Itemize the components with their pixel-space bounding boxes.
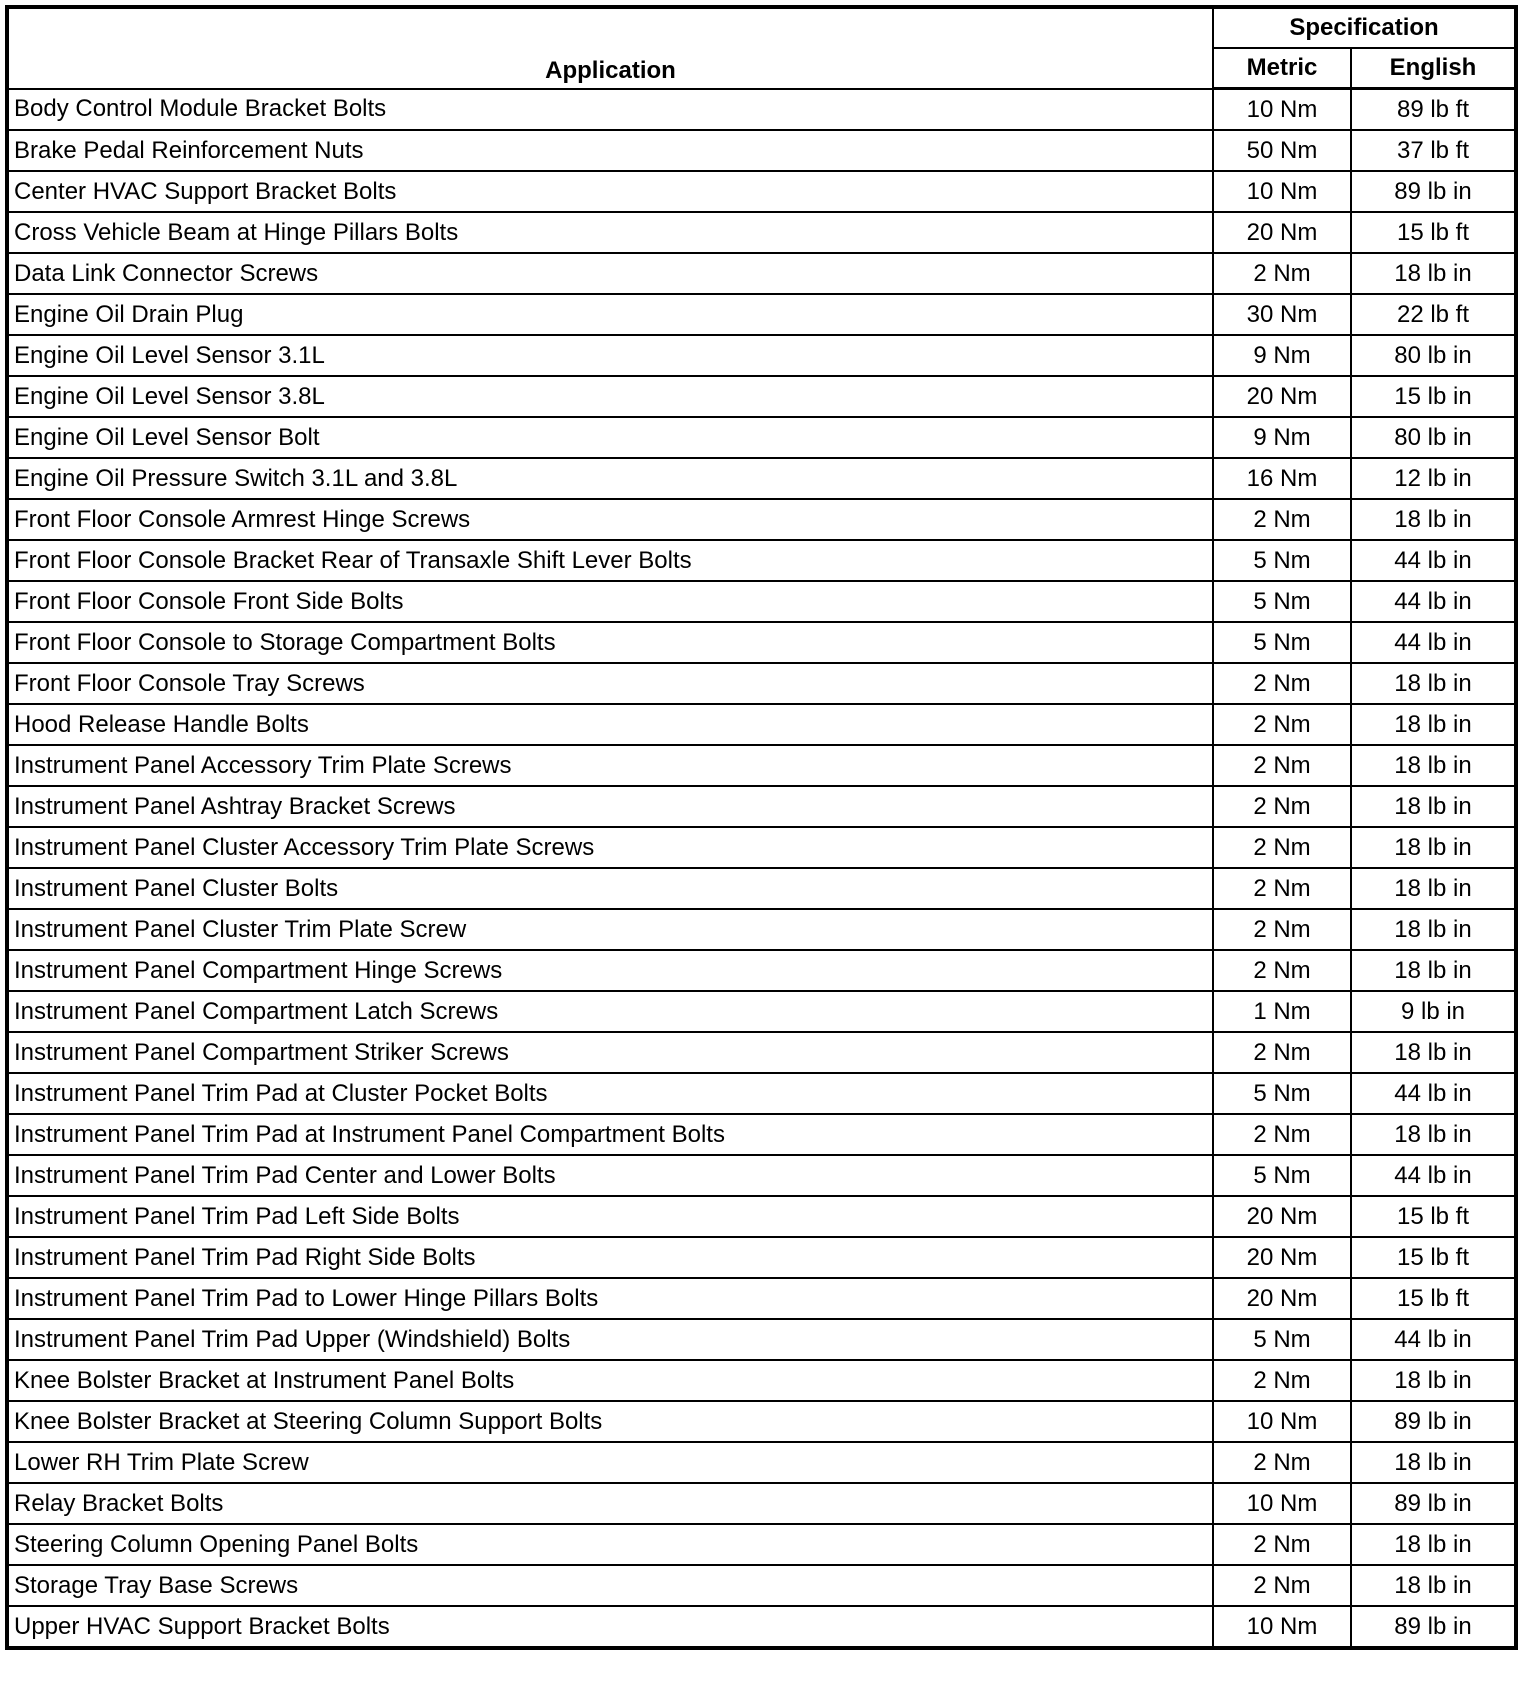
metric-cell: 2 Nm	[1213, 253, 1351, 294]
table-row	[7, 950, 1516, 991]
metric-cell: 2 Nm	[1213, 1524, 1351, 1565]
english-cell: 80 lb in	[1351, 417, 1516, 458]
metric-cell: 2 Nm	[1213, 1032, 1351, 1073]
table-row	[7, 499, 1516, 540]
application-cell: Instrument Panel Cluster Accessory Trim Plate Screws	[7, 827, 1213, 868]
english-cell: 89 lb in	[1351, 171, 1516, 212]
application-cell: Brake Pedal Reinforcement Nuts	[7, 130, 1213, 171]
application-cell: Instrument Panel Compartment Hinge Screws	[7, 950, 1213, 991]
application-cell: Instrument Panel Ashtray Bracket Screws	[7, 786, 1213, 827]
english-cell: 18 lb in	[1351, 745, 1516, 786]
table-row	[7, 540, 1516, 581]
table-row	[7, 1401, 1516, 1442]
table-row	[7, 1442, 1516, 1483]
application-cell: Front Floor Console Bracket Rear of Transaxle Shift Lever Bolts	[7, 540, 1213, 581]
application-cell: Instrument Panel Trim Pad Right Side Bolts	[7, 1237, 1213, 1278]
application-cell: Engine Oil Pressure Switch 3.1L and 3.8L	[7, 458, 1213, 499]
english-cell: 18 lb in	[1351, 1114, 1516, 1155]
english-cell: 18 lb in	[1351, 253, 1516, 294]
table-row	[7, 130, 1516, 171]
table-row	[7, 171, 1516, 212]
metric-cell: 2 Nm	[1213, 663, 1351, 704]
application-cell: Engine Oil Level Sensor 3.8L	[7, 376, 1213, 417]
table-row	[7, 1073, 1516, 1114]
application-cell: Front Floor Console Tray Screws	[7, 663, 1213, 704]
table-row	[7, 786, 1516, 827]
table-row	[7, 704, 1516, 745]
specification-group-header: Specification	[1213, 7, 1516, 48]
metric-cell: 2 Nm	[1213, 745, 1351, 786]
english-cell: 15 lb ft	[1351, 1237, 1516, 1278]
metric-cell: 9 Nm	[1213, 417, 1351, 458]
metric-cell: 5 Nm	[1213, 622, 1351, 663]
metric-cell: 5 Nm	[1213, 1155, 1351, 1196]
application-cell: Lower RH Trim Plate Screw	[7, 1442, 1213, 1483]
metric-cell: 10 Nm	[1213, 1606, 1351, 1648]
english-cell: 44 lb in	[1351, 540, 1516, 581]
application-cell: Relay Bracket Bolts	[7, 1483, 1213, 1524]
english-cell: 15 lb ft	[1351, 1278, 1516, 1319]
metric-cell: 50 Nm	[1213, 130, 1351, 171]
english-cell: 18 lb in	[1351, 909, 1516, 950]
english-cell: 18 lb in	[1351, 868, 1516, 909]
metric-cell: 20 Nm	[1213, 376, 1351, 417]
metric-cell: 20 Nm	[1213, 212, 1351, 253]
table-row	[7, 1237, 1516, 1278]
table-row	[7, 1032, 1516, 1073]
table-row	[7, 417, 1516, 458]
header-row-top	[7, 7, 1516, 48]
english-cell: 18 lb in	[1351, 499, 1516, 540]
application-cell: Instrument Panel Trim Pad to Lower Hinge Pillars Bolts	[7, 1278, 1213, 1319]
application-cell: Instrument Panel Compartment Latch Screws	[7, 991, 1213, 1032]
metric-cell: 2 Nm	[1213, 827, 1351, 868]
application-cell: Instrument Panel Trim Pad Upper (Windshield) Bolts	[7, 1319, 1213, 1360]
english-cell: 44 lb in	[1351, 581, 1516, 622]
metric-cell: 10 Nm	[1213, 171, 1351, 212]
metric-cell: 10 Nm	[1213, 1483, 1351, 1524]
application-cell: Data Link Connector Screws	[7, 253, 1213, 294]
english-cell: 18 lb in	[1351, 1032, 1516, 1073]
metric-cell: 2 Nm	[1213, 868, 1351, 909]
table-row	[7, 335, 1516, 376]
table-row	[7, 622, 1516, 663]
metric-cell: 2 Nm	[1213, 1565, 1351, 1606]
application-cell: Engine Oil Level Sensor Bolt	[7, 417, 1213, 458]
english-cell: 44 lb in	[1351, 1319, 1516, 1360]
application-cell: Front Floor Console Armrest Hinge Screws	[7, 499, 1213, 540]
application-cell: Instrument Panel Trim Pad Center and Lower Bolts	[7, 1155, 1213, 1196]
english-cell: 18 lb in	[1351, 950, 1516, 991]
table-row	[7, 991, 1516, 1032]
application-cell: Knee Bolster Bracket at Steering Column Support Bolts	[7, 1401, 1213, 1442]
metric-cell: 2 Nm	[1213, 1442, 1351, 1483]
english-cell: 89 lb in	[1351, 1606, 1516, 1648]
english-cell: 18 lb in	[1351, 1565, 1516, 1606]
application-cell: Front Floor Console to Storage Compartment Bolts	[7, 622, 1213, 663]
table-row	[7, 909, 1516, 950]
metric-cell: 10 Nm	[1213, 89, 1351, 131]
application-cell: Instrument Panel Accessory Trim Plate Screws	[7, 745, 1213, 786]
table-row	[7, 294, 1516, 335]
table-row	[7, 1483, 1516, 1524]
application-cell: Hood Release Handle Bolts	[7, 704, 1213, 745]
english-cell: 22 lb ft	[1351, 294, 1516, 335]
english-cell: 37 lb ft	[1351, 130, 1516, 171]
table-body	[7, 89, 1516, 1649]
application-cell: Center HVAC Support Bracket Bolts	[7, 171, 1213, 212]
metric-cell: 1 Nm	[1213, 991, 1351, 1032]
table-row	[7, 1319, 1516, 1360]
application-cell: Upper HVAC Support Bracket Bolts	[7, 1606, 1213, 1648]
table-row	[7, 253, 1516, 294]
application-cell: Instrument Panel Trim Pad at Instrument Panel Compartment Bolts	[7, 1114, 1213, 1155]
table-row	[7, 1565, 1516, 1606]
table-row	[7, 89, 1516, 131]
english-cell: 89 lb in	[1351, 1401, 1516, 1442]
table-row	[7, 458, 1516, 499]
english-column-header: English	[1351, 48, 1516, 89]
application-cell: Storage Tray Base Screws	[7, 1565, 1213, 1606]
metric-cell: 2 Nm	[1213, 950, 1351, 991]
application-cell: Engine Oil Level Sensor 3.1L	[7, 335, 1213, 376]
metric-cell: 2 Nm	[1213, 1360, 1351, 1401]
application-cell: Engine Oil Drain Plug	[7, 294, 1213, 335]
english-cell: 89 lb ft	[1351, 89, 1516, 131]
english-cell: 15 lb in	[1351, 376, 1516, 417]
english-cell: 89 lb in	[1351, 1483, 1516, 1524]
table-row	[7, 1114, 1516, 1155]
table-row	[7, 1155, 1516, 1196]
torque-specification-table	[5, 5, 1518, 1650]
table-row	[7, 1360, 1516, 1401]
metric-cell: 20 Nm	[1213, 1196, 1351, 1237]
english-cell: 18 lb in	[1351, 1442, 1516, 1483]
english-cell: 44 lb in	[1351, 622, 1516, 663]
metric-cell: 2 Nm	[1213, 786, 1351, 827]
english-cell: 18 lb in	[1351, 663, 1516, 704]
english-cell: 18 lb in	[1351, 1524, 1516, 1565]
metric-cell: 5 Nm	[1213, 540, 1351, 581]
application-cell: Instrument Panel Cluster Trim Plate Screw	[7, 909, 1213, 950]
table-row	[7, 1196, 1516, 1237]
english-cell: 18 lb in	[1351, 827, 1516, 868]
english-cell: 44 lb in	[1351, 1155, 1516, 1196]
english-cell: 18 lb in	[1351, 1360, 1516, 1401]
table-row	[7, 663, 1516, 704]
metric-column-header: Metric	[1213, 48, 1351, 89]
table-row	[7, 1278, 1516, 1319]
metric-cell: 2 Nm	[1213, 499, 1351, 540]
application-cell: Knee Bolster Bracket at Instrument Panel Bolts	[7, 1360, 1213, 1401]
table-row	[7, 868, 1516, 909]
table-row	[7, 1524, 1516, 1565]
english-cell: 18 lb in	[1351, 786, 1516, 827]
application-column-header: Application	[7, 7, 1213, 89]
table-row	[7, 1606, 1516, 1648]
application-cell: Instrument Panel Trim Pad Left Side Bolts	[7, 1196, 1213, 1237]
application-cell: Cross Vehicle Beam at Hinge Pillars Bolts	[7, 212, 1213, 253]
metric-cell: 16 Nm	[1213, 458, 1351, 499]
application-cell: Steering Column Opening Panel Bolts	[7, 1524, 1213, 1565]
english-cell: 80 lb in	[1351, 335, 1516, 376]
table-row	[7, 581, 1516, 622]
metric-cell: 5 Nm	[1213, 1073, 1351, 1114]
table-row	[7, 745, 1516, 786]
metric-cell: 5 Nm	[1213, 581, 1351, 622]
english-cell: 18 lb in	[1351, 704, 1516, 745]
metric-cell: 5 Nm	[1213, 1319, 1351, 1360]
english-cell: 15 lb ft	[1351, 212, 1516, 253]
application-cell: Front Floor Console Front Side Bolts	[7, 581, 1213, 622]
application-cell: Instrument Panel Trim Pad at Cluster Pocket Bolts	[7, 1073, 1213, 1114]
metric-cell: 2 Nm	[1213, 1114, 1351, 1155]
table-row	[7, 376, 1516, 417]
metric-cell: 20 Nm	[1213, 1278, 1351, 1319]
application-cell: Instrument Panel Cluster Bolts	[7, 868, 1213, 909]
table-row	[7, 827, 1516, 868]
metric-cell: 9 Nm	[1213, 335, 1351, 376]
application-cell: Body Control Module Bracket Bolts	[7, 89, 1213, 131]
table-row	[7, 212, 1516, 253]
metric-cell: 2 Nm	[1213, 704, 1351, 745]
english-cell: 44 lb in	[1351, 1073, 1516, 1114]
table-header	[7, 7, 1516, 89]
english-cell: 12 lb in	[1351, 458, 1516, 499]
metric-cell: 10 Nm	[1213, 1401, 1351, 1442]
application-cell: Instrument Panel Compartment Striker Screws	[7, 1032, 1213, 1073]
metric-cell: 2 Nm	[1213, 909, 1351, 950]
english-cell: 9 lb in	[1351, 991, 1516, 1032]
english-cell: 15 lb ft	[1351, 1196, 1516, 1237]
metric-cell: 30 Nm	[1213, 294, 1351, 335]
metric-cell: 20 Nm	[1213, 1237, 1351, 1278]
